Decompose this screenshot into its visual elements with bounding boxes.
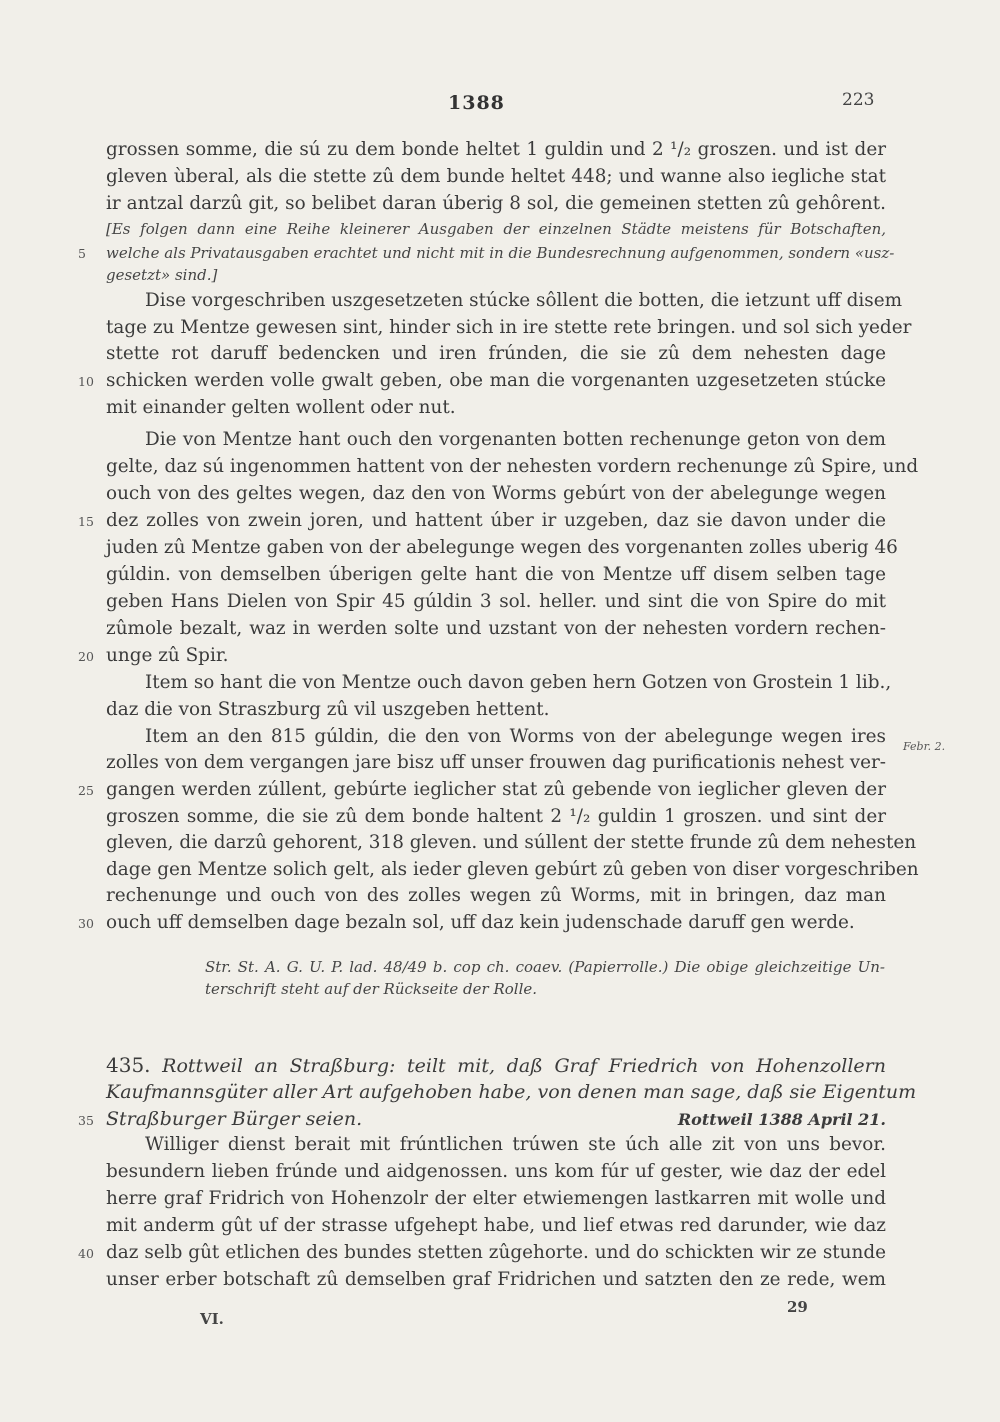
text-line: geben Hans Dielen von Spir 45 gúldin 3 sol. heller. und sint die von Spire do mit	[106, 591, 886, 612]
document-heading-line-3	[106, 1106, 886, 1133]
text-line: [Es folgen dann eine Reihe kleinerer Ausgaben der einzelnen Städte meistens für Botschaften,	[106, 220, 886, 238]
text-line: zûmole bezalt, waz in werden solte und uzstant von der nehesten vordern rechen-	[106, 618, 886, 639]
document-body-line: daz selb gût etlichen des bundes stetten zûgehorte. und do schickten wir ze stunde	[106, 1242, 886, 1263]
document-body-line: besundern lieben frúnde und aidgenossen. uns kom fúr uf gester, wie daz der edel	[106, 1161, 886, 1182]
text-line: dez zolles von zwein joren, und hattent úber ir uzgeben, daz sie davon under die	[106, 510, 886, 531]
text-line: welche als Privatausgaben erachtet und nicht mit in die Bundesrechnung aufgenommen, sondern «usz-	[106, 244, 895, 262]
document-number: 435.	[106, 1053, 151, 1077]
text-line: ouch uff demselben dage bezaln sol, uff daz kein judenschade daruff gen werde.	[106, 912, 855, 933]
text-line: ouch von des geltes wegen, daz den von Worms gebúrt von der abelegunge wegen	[106, 483, 886, 504]
text-line: gleven ùberal, als die stette zû dem bunde heltet 448; und wanne also iegliche stat	[106, 166, 886, 187]
document-heading-text-3: Straßburger Bürger seien.	[106, 1108, 363, 1130]
text-line: gleven, die darzû gehorent, 318 gleven. und súllent der stette frunde zû dem nehesten	[106, 832, 917, 853]
dateline: Rottweil 1388 April 21.	[677, 1110, 886, 1129]
text-line: gelte, daz sú ingenommen hattent von der nehesten vordern rechenunge zû Spire, und	[106, 456, 919, 477]
text-line: unge zû Spir.	[106, 645, 229, 666]
text-line: tage zu Mentze gewesen sint, hinder sich in ire stette rete bringen. und sol sich yeder	[106, 317, 912, 338]
text-line: daz die von Straszburg zû vil uszgeben hettent.	[106, 699, 550, 720]
reference-line-1: Str. St. A. G. U. P. lad. 48/49 b. cop ch. coaev. (Papierrolle.) Die obige gleichzeitige Un-	[205, 958, 885, 976]
text-line: Item so hant die von Mentze ouch davon geben hern Gotzen von Grostein 1 lib.,	[145, 672, 892, 693]
line-number: 35	[78, 1113, 94, 1128]
document-body-line: herre graf Fridrich von Hohenzolr der elter etwiemengen lastkarren mit wolle und	[106, 1188, 886, 1209]
document-heading-line-1	[106, 1052, 886, 1080]
sheet-signature: 29	[787, 1298, 808, 1316]
margin-note: Febr. 2.	[903, 740, 946, 753]
text-line: rechenunge und ouch von des zolles wegen zû Worms, mit in bringen, daz man	[106, 885, 886, 906]
text-line: gangen werden zúllent, gebúrte ieglicher stat zû gebende von ieglicher gleven der	[106, 779, 886, 800]
volume-signature: VI.	[200, 1310, 224, 1328]
page-number: 223	[842, 90, 875, 110]
text-line: schicken werden volle gwalt geben, obe man die vorgenanten uzgesetzeten stúcke	[106, 370, 886, 391]
line-number: 5	[78, 246, 86, 261]
text-line: mit einander gelten wollent oder nut.	[106, 397, 456, 418]
text-line: dage gen Mentze solich gelt, als ieder gleven gebúrt zû geben von diser vorgeschriben	[106, 859, 919, 880]
line-number: 15	[78, 514, 94, 529]
document-heading-text-1: Rottweil an Straßburg: teilt mit, daß Graf Friedrich von Hohenzollern	[162, 1055, 886, 1077]
reference-line-2: terschrift steht auf der Rückseite der Rolle.	[205, 980, 538, 998]
text-line: Die von Mentze hant ouch den vorgenanten botten rechenunge geton von dem	[145, 429, 886, 450]
document-body-line: mit anderm gût uf der strasse ufgehept habe, und lief etwas red darunder, wie daz	[106, 1215, 886, 1236]
line-number: 40	[78, 1246, 94, 1261]
text-line: stette rot daruff bedencken und iren frúnden, die sie zû dem nehesten dage	[106, 343, 886, 364]
text-line: gesetzt» sind.]	[106, 266, 218, 284]
text-line: Dise vorgeschriben uszgesetzeten stúcke sôllent die botten, die ietzunt uff disem	[145, 290, 903, 311]
document-body-line: Williger dienst berait mit frúntlichen trúwen ste úch alle zit von uns bevor.	[145, 1134, 886, 1155]
document-body-line: unser erber botschaft zû demselben graf Fridrichen und satzten den ze rede, wem	[106, 1269, 886, 1290]
text-line: gúldin. von demselben úberigen gelte hant die von Mentze uff disem selben tage	[106, 564, 886, 585]
line-number: 30	[78, 916, 94, 931]
text-line: groszen somme, die sie zû dem bonde haltent 2 ¹/₂ guldin 1 groszen. und sint der	[106, 806, 886, 827]
text-line: juden zû Mentze gaben von der abelegunge wegen des vorgenanten zolles uberig 46	[106, 537, 898, 558]
text-line: zolles von dem vergangen jare bisz uff unser frouwen dag purificationis nehest ver-	[106, 752, 886, 773]
text-line: ir antzal darzû git, so belibet daran úberig 8 sol, die gemeinen stetten zû gehôrent.	[106, 193, 886, 214]
running-head-year: 1388	[448, 92, 505, 114]
line-number: 20	[78, 649, 94, 664]
line-number: 25	[78, 783, 94, 798]
document-heading-line-2: Kaufmannsgüter aller Art aufgehoben habe, von denen man sage, daß sie Eigentum	[106, 1081, 917, 1103]
text-line: grossen somme, die sú zu dem bonde heltet 1 guldin und 2 ¹/₂ groszen. und ist der	[106, 139, 886, 160]
text-line: Item an den 815 gúldin, die den von Worms von der abelegunge wegen ires	[145, 726, 886, 747]
line-number: 10	[78, 374, 94, 389]
